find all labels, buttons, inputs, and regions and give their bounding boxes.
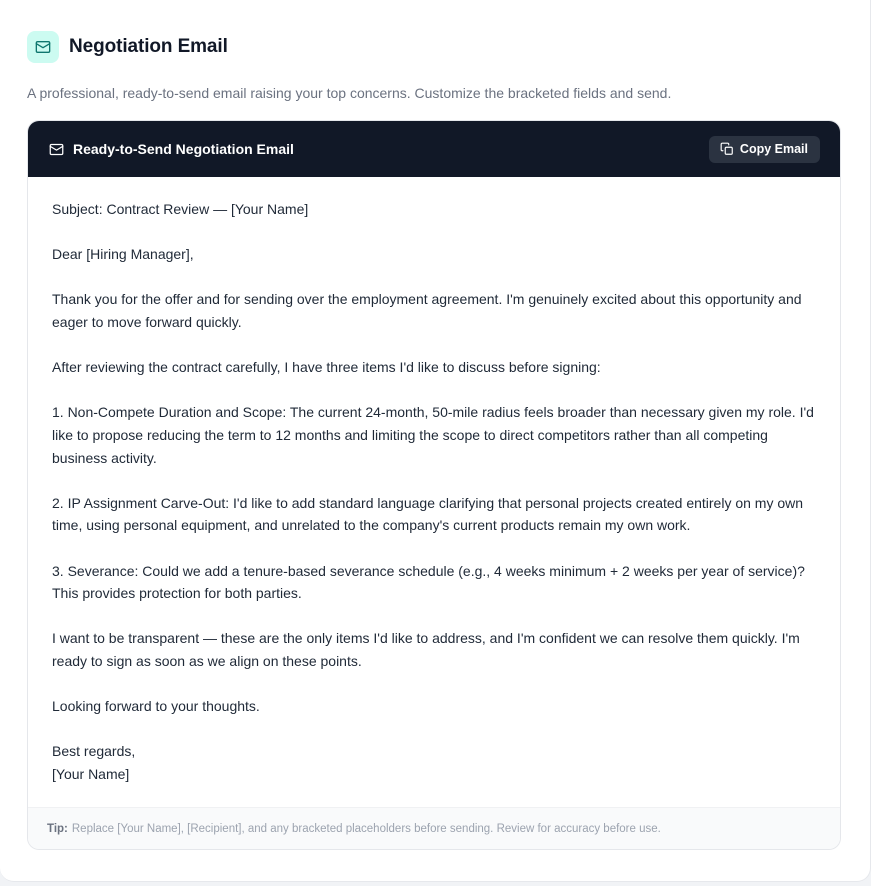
mail-icon <box>27 31 59 63</box>
email-paragraph: 2. IP Assignment Carve-Out: I'd like to add standard language clarifying that personal projects created entirely on my own time, using personal equipment, and unrelated to the company's current products remain my own work. <box>52 494 804 534</box>
copy-email-label: Copy Email <box>739 142 808 156</box>
tip-label: Tip: <box>47 822 68 835</box>
email-signature: [Your Name] <box>52 765 130 782</box>
email-greeting: Dear [Hiring Manager], <box>52 246 194 263</box>
email-paragraph: 1. Non-Compete Duration and Scope: The current 24-month, 50-mile radius feels broader than necessary given my role. I'd like to propose reducing the term to 12 months and limiting the scope to direct competitors rather than all competing business activity. <box>52 404 814 466</box>
page-header <box>27 31 228 63</box>
email-card-header <box>28 121 840 177</box>
copy-icon <box>720 142 734 156</box>
email-paragraph: 3. Severance: Could we add a tenure-based severance schedule (e.g., 4 weeks minimum + 2 weeks per year of service)? This provides protection for both parties. <box>52 562 805 602</box>
email-paragraph: Looking forward to your thoughts. <box>52 698 260 715</box>
email-body <box>28 177 840 809</box>
tip-text: Replace [Your Name], [Recipient], and any bracketed placeholders before sending. Review for accuracy before use. <box>71 822 661 835</box>
email-subject: Subject: Contract Review — [Your Name] <box>52 201 309 217</box>
page-subtitle: A professional, ready-to-send email raising your top concerns. Customize the bracketed fields and send. <box>27 85 672 101</box>
email-closing: Best regards, <box>52 743 136 760</box>
page-title: Negotiation Email <box>69 36 228 57</box>
email-card-title-group <box>49 141 294 157</box>
copy-email-button[interactable] <box>709 136 820 163</box>
email-paragraph: Thank you for the offer and for sending over the employment agreement. I'm genuinely excited about this opportunity and eager to move forward quickly. <box>52 291 802 330</box>
tip-bar <box>28 807 840 849</box>
mail-icon <box>49 142 64 157</box>
email-paragraph: After reviewing the contract carefully, I have three items I'd like to discuss before signing: <box>52 359 601 376</box>
email-paragraph: I want to be transparent — these are the only items I'd like to address, and I'm confident we can resolve them quickly. I'm ready to sign as soon as we align on these points. <box>52 630 800 669</box>
email-card <box>27 120 841 850</box>
email-card-title: Ready-to-Send Negotiation Email <box>73 141 294 157</box>
